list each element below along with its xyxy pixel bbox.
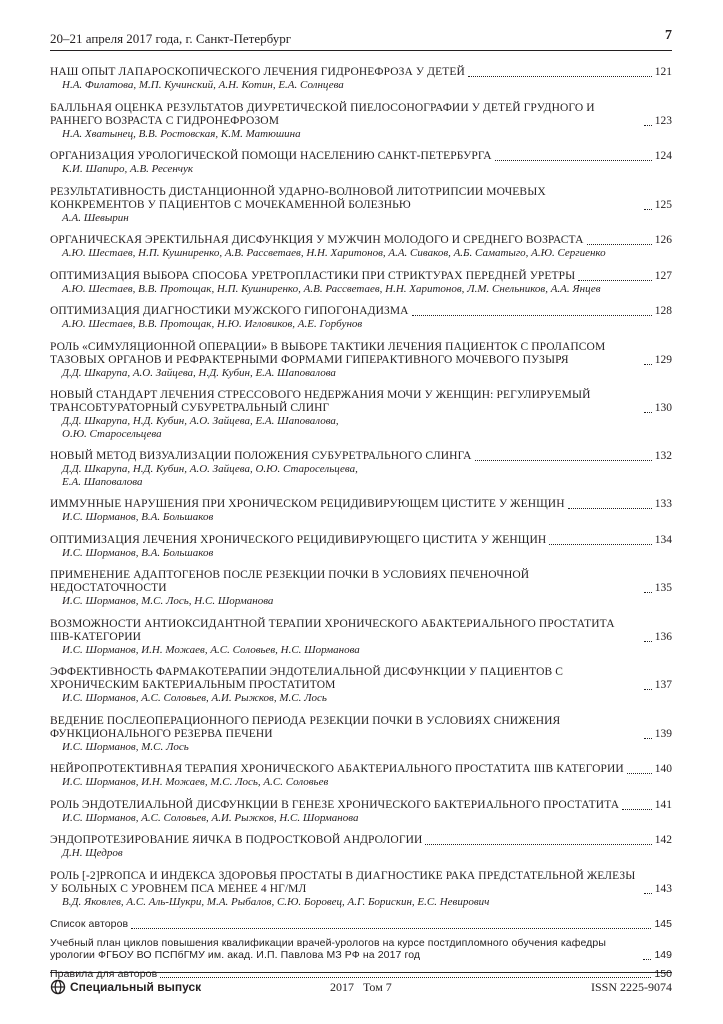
page-header	[50, 28, 672, 51]
entry-authors: А.Ю. Шестаев, В.В. Протощак, Н.Ю. Игловиков, А.Е. Горбунов	[62, 318, 363, 330]
toc-entry	[50, 150, 672, 176]
dot-leader	[643, 951, 651, 960]
entry-page-number: 124	[654, 150, 672, 162]
toc-entry	[50, 498, 672, 524]
entry-title-line	[50, 270, 672, 283]
dot-leader	[131, 920, 651, 929]
entry-title: ОРГАНИЧЕСКАЯ ЭРЕКТИЛЬНАЯ ДИСФУНКЦИЯ У МУЖЧИН МОЛОДОГО И СРЕДНЕГО ВОЗРАСТА	[50, 234, 584, 246]
misc-page-number: 149	[654, 949, 672, 961]
entry-authors: И.С. Шорманов, А.С. Соловьев, А.И. Рыжков, Н.С. Шорманова	[62, 811, 359, 824]
toc-entry	[50, 715, 672, 754]
entry-title: НОВЫЙ СТАНДАРТ ЛЕЧЕНИЯ СТРЕССОВОГО НЕДЕРЖАНИЯ МОЧИ У ЖЕНЩИН: РЕГУЛИРУЕМЫЙ ТРАНСОБТУРАТОРНЫЙ СУБУРЕТРАЛЬНЫЙ СЛИНГ	[50, 389, 591, 414]
entry-title-line	[50, 234, 672, 247]
dot-leader	[412, 307, 652, 316]
entry-title-line	[50, 834, 672, 847]
entry-title-line	[50, 305, 672, 318]
toc-entry	[50, 102, 672, 141]
entry-page-number: 121	[654, 66, 672, 78]
entry-authors: О.Ю. Старосельцева	[62, 427, 162, 440]
dot-leader	[644, 584, 652, 593]
entry-title-line	[50, 66, 672, 79]
entry-title: НАШ ОПЫТ ЛАПАРОСКОПИЧЕСКОГО ЛЕЧЕНИЯ ГИДРОНЕФРОЗА У ДЕТЕЙ	[50, 66, 465, 78]
entry-authors: А.Ю. Шестаев, В.В. Протощак, Н.П. Кушниренко, А.В. Рассветаев, Н.Н. Харитонов, Л.М. Снельников, А.А. Янцев	[62, 282, 601, 295]
dot-leader	[568, 500, 652, 509]
entry-title: БАЛЛЬНАЯ ОЦЕНКА РЕЗУЛЬТАТОВ ДИУРЕТИЧЕСКОЙ ПИЕЛОСОНОГРАФИИ У ДЕТЕЙ ГРУДНОГО И РАННЕГО ВОЗРАСТА С ГИДРОНЕФРОЗОМ	[50, 101, 595, 127]
toc-entry	[50, 534, 672, 560]
entry-page-number: 136	[654, 630, 672, 643]
misc-page-number: 150	[654, 967, 672, 980]
dot-leader	[644, 633, 652, 642]
dot-leader	[622, 801, 652, 810]
entry-title: РЕЗУЛЬТАТИВНОСТЬ ДИСТАНЦИОННОЙ УДАРНО-ВОЛНОВОЙ ЛИТОТРИПСИИ МОЧЕВЫХ КОНКРЕМЕНТОВ У ПАЦИЕНТОВ С МОЧЕКАМЕННОЙ БОЛЕЗНЬЮ	[50, 185, 546, 211]
entry-title: ПРИМЕНЕНИЕ АДАПТОГЕНОВ ПОСЛЕ РЕЗЕКЦИИ ПОЧКИ В УСЛОВИЯХ ПЕЧЕНОЧНОЙ НЕДОСТАТОЧНОСТИ	[50, 569, 530, 594]
entry-title-line	[50, 389, 672, 415]
entry-page-number: 139	[654, 727, 672, 740]
entry-title: ОПТИМИЗАЦИЯ ДИАГНОСТИКИ МУЖСКОГО ГИПОГОНАДИЗМА	[50, 305, 409, 317]
page-number: 7	[665, 28, 672, 43]
misc-title-line	[50, 918, 672, 931]
entry-page-number: 142	[654, 834, 672, 846]
dot-leader	[578, 272, 651, 281]
toc-misc-entry	[50, 918, 672, 931]
misc-page-number: 145	[654, 918, 672, 930]
entry-authors: Д.Д. Шкарупа, Н.Д. Кубин, А.О. Зайцева, Е.А. Шаповалова,	[62, 415, 339, 427]
dot-leader	[644, 885, 652, 894]
entry-page-number: 132	[654, 450, 672, 462]
toc-entry	[50, 569, 672, 608]
entry-title: РОЛЬ [-2]PROПСА И ИНДЕКСА ЗДОРОВЬЯ ПРОСТАТЫ В ДИАГНОСТИКЕ РАКА ПРЕДСТАТЕЛЬНОЙ ЖЕЛЕЗЫ У БОЛЬНЫХ С УРОВНЕМ ПСА МЕНЕЕ 4 НГ/МЛ	[50, 869, 636, 895]
entry-authors: И.С. Шорманов, И.Н. Можаев, А.С. Соловьев, Н.С. Шорманова	[62, 643, 360, 656]
entry-page-number: 141	[654, 798, 672, 811]
entry-title-line	[50, 618, 672, 644]
entry-title: ОПТИМИЗАЦИЯ ВЫБОРА СПОСОБА УРЕТРОПЛАСТИКИ ПРИ СТРИКТУРАХ ПЕРЕДНЕЙ УРЕТРЫ	[50, 269, 576, 282]
entry-authors: Н.А. Филатова, М.П. Кучинский, А.Н. Котин, Е.А. Солнцева	[62, 79, 344, 91]
entry-authors: В.Д. Яковлев, А.С. Аль-Шукри, М.А. Рыбалов, С.Ю. Боровец, А.Г. Борискин, Е.С. Невирович	[62, 895, 490, 908]
issn-label: ISSN 2225-9074	[590, 980, 672, 994]
dot-leader	[549, 536, 651, 545]
entry-title-line	[50, 534, 672, 547]
dot-leader	[587, 236, 652, 245]
misc-title: Учебный план циклов повышения квалификации врачей-урологов на курсе постдипломного обучения кафедры урологии ФГБОУ ВО ПСПбГМУ им. акад. И.П. Павлова МЗ РФ на 2017 год	[50, 936, 606, 961]
entry-title: ИММУННЫЕ НАРУШЕНИЯ ПРИ ХРОНИЧЕСКОМ РЕЦИДИВИРУЮЩЕМ ЦИСТИТЕ У ЖЕНЩИН	[50, 498, 565, 510]
entry-page-number: 127	[654, 269, 672, 282]
toc-entry	[50, 234, 672, 260]
entry-title-line	[50, 870, 672, 896]
entry-page-number: 128	[654, 305, 672, 317]
entry-page-number: 123	[654, 114, 672, 127]
journal-logo-icon	[50, 979, 66, 995]
entry-title-line	[50, 715, 672, 741]
toc-entry	[50, 834, 672, 860]
dot-leader	[468, 68, 652, 77]
toc-entries	[50, 66, 672, 908]
dot-leader	[425, 836, 651, 845]
entry-title: ОРГАНИЗАЦИЯ УРОЛОГИЧЕСКОЙ ПОМОЩИ НАСЕЛЕНИЮ САНКТ-ПЕТЕРБУРГА	[50, 150, 492, 162]
dot-leader	[644, 117, 652, 126]
toc-entry	[50, 66, 672, 92]
toc-entry	[50, 799, 672, 825]
entry-authors: Н.А. Хватынец, В.В. Ростовская, К.М. Матюшина	[62, 127, 301, 140]
entry-title-line	[50, 569, 672, 595]
running-title: 20–21 апреля 2017 года, г. Санкт-Петербург	[50, 31, 292, 46]
entry-authors: А.А. Шевырин	[62, 211, 129, 224]
entry-page-number: 129	[654, 353, 672, 366]
entry-title-line	[50, 498, 672, 511]
entry-authors: Д.Н. Щедров	[62, 847, 123, 859]
toc-entry	[50, 450, 672, 488]
entry-page-number: 134	[654, 533, 672, 546]
toc-entry	[50, 186, 672, 225]
entry-title: ВЕДЕНИЕ ПОСЛЕОПЕРАЦИОННОГО ПЕРИОДА РЕЗЕКЦИИ ПОЧКИ В УСЛОВИЯХ СНИЖЕНИЯ ФУНКЦИОНАЛЬНОГО РЕЗЕРВА ПЕЧЕНИ	[50, 714, 561, 740]
entry-authors: И.С. Шорманов, И.Н. Можаев, М.С. Лось, А.С. Соловьев	[62, 776, 329, 788]
entry-authors: Д.Д. Шкарупа, Н.Д. Кубин, А.О. Зайцева, О.Ю. Старосельцева,	[62, 463, 358, 475]
entry-title: НЕЙРОПРОТЕКТИВНАЯ ТЕРАПИЯ ХРОНИЧЕСКОГО АБАКТЕРИАЛЬНОГО ПРОСТАТИТА IIIB КАТЕГОРИИ	[50, 763, 624, 775]
entry-page-number: 135	[654, 582, 672, 594]
misc-title: Правила для авторов	[50, 967, 158, 980]
entry-page-number: 143	[654, 882, 672, 895]
entry-title: РОЛЬ ЭНДОТЕЛИАЛЬНОЙ ДИСФУНКЦИИ В ГЕНЕЗЕ ХРОНИЧЕСКОГО БАКТЕРИАЛЬНОГО ПРОСТАТИТА	[50, 798, 620, 811]
dot-leader	[644, 681, 652, 690]
page-footer	[50, 972, 672, 997]
entry-title: ЭФФЕКТИВНОСТЬ ФАРМАКОТЕРАПИИ ЭНДОТЕЛИАЛЬНОЙ ДИСФУНКЦИИ У ПАЦИЕНТОВ С ХРОНИЧЕСКИМ БАКТЕРИАЛЬНЫМ ПРОСТАТИТОМ	[50, 666, 564, 691]
entry-authors: И.С. Шорманов, В.А. Большаков	[62, 511, 214, 523]
misc-title-line	[50, 937, 672, 962]
misc-title: Список авторов	[50, 918, 129, 930]
dot-leader	[495, 152, 652, 161]
toc-entry	[50, 305, 672, 331]
dot-leader	[644, 356, 652, 365]
dot-leader	[644, 201, 652, 210]
entry-page-number: 140	[654, 763, 672, 775]
issue-label: Специальный выпуск	[70, 980, 202, 994]
toc-misc-entries	[50, 918, 672, 980]
entry-authors: И.С. Шорманов, В.А. Большаков	[62, 546, 214, 559]
entry-authors: И.С. Шорманов, А.С. Соловьев, А.И. Рыжков, М.С. Лось	[62, 692, 327, 704]
entry-title-line	[50, 450, 672, 463]
entry-title-line	[50, 341, 672, 367]
entry-page-number: 125	[654, 198, 672, 211]
toc-entry	[50, 618, 672, 657]
entry-authors: А.Ю. Шестаев, Н.П. Кушниренко, А.В. Рассветаев, Н.Н. Харитонов, А.А. Сиваков, А.Б. Саматыго, А.Ю. Сергиенко	[62, 247, 606, 259]
toc-misc-entry	[50, 937, 672, 962]
entry-page-number: 137	[654, 679, 672, 691]
dot-leader	[475, 452, 652, 461]
entry-authors: И.С. Шорманов, М.С. Лось, Н.С. Шорманова	[62, 595, 274, 607]
entry-title-line	[50, 799, 672, 812]
toc-entry	[50, 870, 672, 909]
table-of-contents	[50, 66, 672, 986]
entry-title-line	[50, 666, 672, 692]
entry-title: ВОЗМОЖНОСТИ АНТИОКСИДАНТНОЙ ТЕРАПИИ ХРОНИЧЕСКОГО АБАКТЕРИАЛЬНОГО ПРОСТАТИТА IIIB-КАТЕГОРИИ	[50, 617, 615, 643]
entry-page-number: 133	[654, 498, 672, 510]
entry-page-number: 126	[654, 234, 672, 246]
entry-page-number: 130	[654, 402, 672, 414]
toc-entry	[50, 763, 672, 789]
entry-title: ОПТИМИЗАЦИЯ ЛЕЧЕНИЯ ХРОНИЧЕСКОГО РЕЦИДИВИРУЮЩЕГО ЦИСТИТА У ЖЕНЩИН	[50, 533, 547, 546]
entry-authors: И.С. Шорманов, М.С. Лось	[62, 740, 189, 753]
entry-title: РОЛЬ «СИМУЛЯЦИОННОЙ ОПЕРАЦИИ» В ВЫБОРЕ ТАКТИКИ ЛЕЧЕНИЯ ПАЦИЕНТОК С ПРОЛАПСОМ ТАЗОВЫХ ОРГАНОВ И РЕФРАКТЕРНЫМИ ФОРМАМИ ГИПЕРАКТИВНОГО МОЧЕВОГО ПУЗЫРЯ	[50, 340, 606, 366]
entry-title-line	[50, 763, 672, 776]
entry-title-line	[50, 150, 672, 163]
entry-title: ЭНДОПРОТЕЗИРОВАНИЕ ЯИЧКА В ПОДРОСТКОВОЙ АНДРОЛОГИИ	[50, 834, 423, 846]
dot-leader	[627, 765, 652, 774]
entry-title-line	[50, 186, 672, 212]
toc-entry	[50, 270, 672, 296]
toc-entry	[50, 666, 672, 705]
entry-title: НОВЫЙ МЕТОД ВИЗУАЛИЗАЦИИ ПОЛОЖЕНИЯ СУБУРЕТРАЛЬНОГО СЛИНГА	[50, 450, 472, 462]
entry-authors: Д.Д. Шкарупа, А.О. Зайцева, Н.Д. Кубин, Е.А. Шаповалова	[62, 366, 336, 379]
entry-authors: К.И. Шапиро, А.В. Ресенчук	[62, 163, 194, 175]
dot-leader	[644, 730, 652, 739]
toc-entry	[50, 389, 672, 440]
volume-label: 2017 Том 7	[330, 980, 392, 994]
dot-leader	[644, 404, 652, 413]
entry-authors: Е.А. Шаповалова	[62, 475, 143, 488]
entry-title-line	[50, 102, 672, 128]
toc-entry	[50, 341, 672, 380]
